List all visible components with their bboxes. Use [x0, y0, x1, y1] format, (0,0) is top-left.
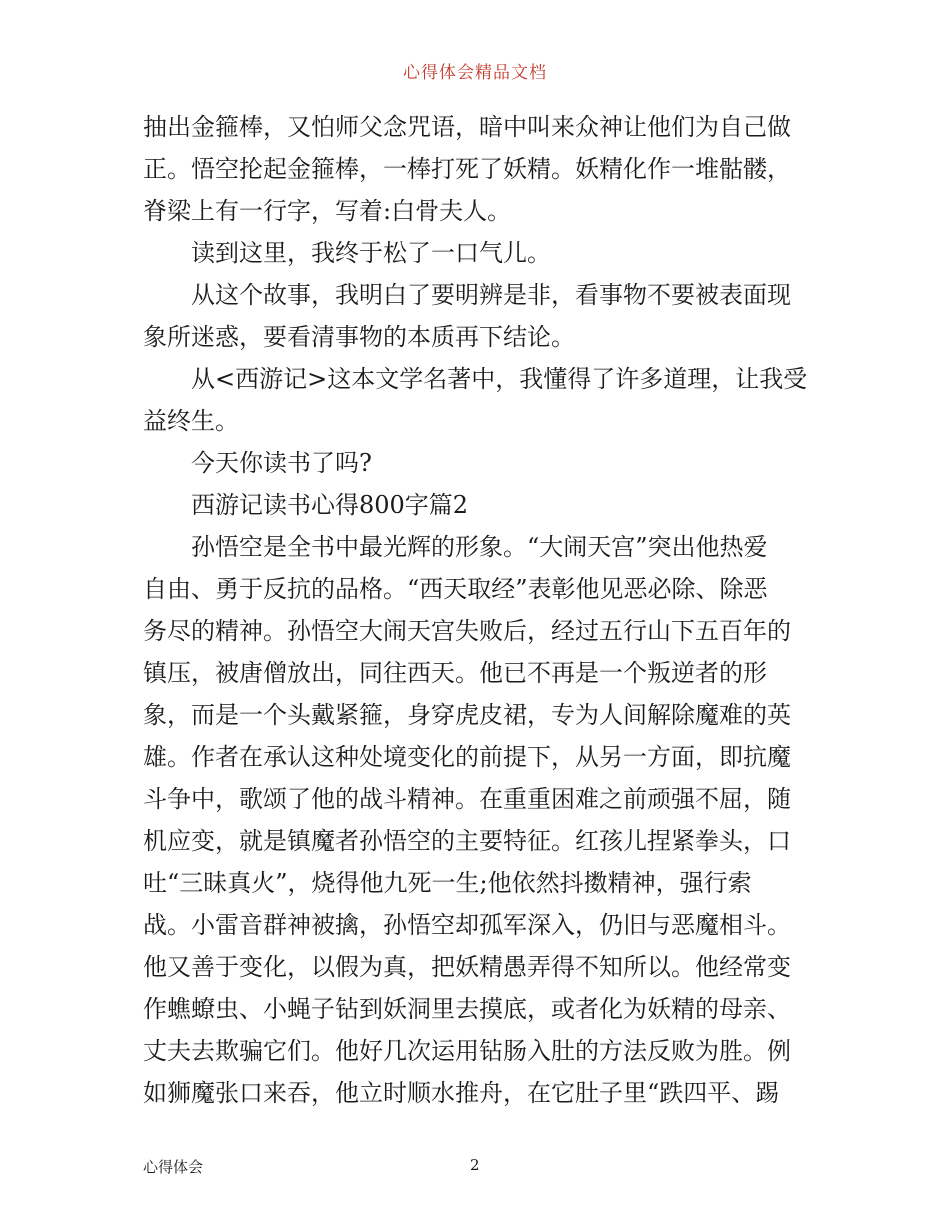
text-line: 脊梁上有一行字，写着:白骨夫人。	[143, 197, 512, 225]
text-line: 西游记读书心得800字篇2	[143, 491, 469, 519]
text-line: 务尽的精神。孙悟空大闹天宫失败后，经过五行山下五百年的	[143, 617, 791, 645]
document-body	[143, 106, 813, 1114]
text-line: 雄。作者在承认这种处境变化的前提下，从另一方面，即抗魔	[143, 743, 791, 771]
text-line: 今天你读书了吗?	[143, 449, 372, 477]
text-line: 抽出金箍棒，又怕师父念咒语，暗中叫来众神让他们为自己做	[143, 113, 791, 141]
text-line: 孙悟空是全书中最光辉的形象。“大闹天宫”突出他热爱	[143, 533, 768, 561]
text-line: 吐“三昧真火”，烧得他九死一生;他依然抖擞精神，强行索	[143, 869, 752, 897]
text-line: 他又善于变化，以假为真，把妖精愚弄得不知所以。他经常变	[143, 953, 791, 981]
text-line: 读到这里，我终于松了一口气儿。	[143, 239, 551, 267]
text-line: 从<西游记>这本文学名著中，我懂得了许多道理，让我受	[143, 365, 808, 393]
text-line: 象所迷惑，要看清事物的本质再下结论。	[143, 323, 575, 351]
text-line: 作蟭蟟虫、小蝇子钻到妖洞里去摸底，或者化为妖精的母亲、	[143, 995, 791, 1023]
text-line: 益终生。	[143, 407, 239, 435]
text-line: 镇压，被唐僧放出，同往西天。他已不再是一个叛逆者的形	[143, 659, 767, 687]
text-line: 正。悟空抡起金箍棒，一棒打死了妖精。妖精化作一堆骷髅，	[143, 155, 791, 183]
text-line: 丈夫去欺骗它们。他好几次运用钻肠入肚的方法反败为胜。例	[143, 1037, 791, 1065]
page-number: 2	[470, 1156, 480, 1174]
text-line: 如狮魔张口来吞，他立时顺水推舟，在它肚子里“跌四平、踢	[143, 1079, 780, 1107]
text-line: 自由、勇于反抗的品格。“西天取经”表彰他见恶必除、除恶	[143, 575, 768, 603]
text-line: 斗争中，歌颂了他的战斗精神。在重重困难之前顽强不屈，随	[143, 785, 791, 813]
text-line: 象，而是一个头戴紧箍，身穿虎皮裙，专为人间解除魔难的英	[143, 701, 791, 729]
footer-label: 心得体会	[143, 1158, 204, 1176]
text-line: 战。小雷音群神被擒，孙悟空却孤军深入，仍旧与恶魔相斗。	[143, 911, 791, 939]
text-line: 机应变，就是镇魔者孙悟空的主要特征。红孩儿捏紧拳头，口	[143, 827, 791, 855]
page-header-title: 心得体会精品文档	[403, 63, 547, 83]
text-line: 从这个故事，我明白了要明辨是非，看事物不要被表面现	[143, 281, 791, 309]
